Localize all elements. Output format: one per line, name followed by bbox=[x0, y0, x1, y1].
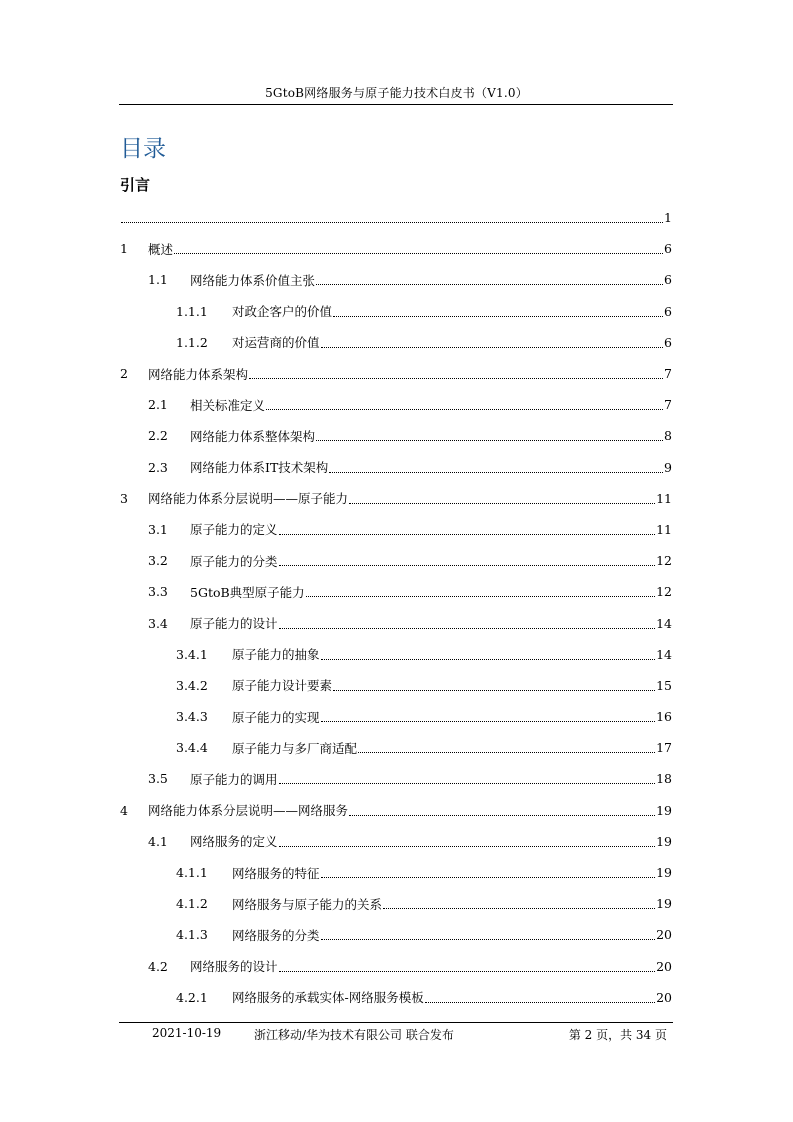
toc-entry[interactable] bbox=[120, 857, 672, 888]
toc-entry[interactable] bbox=[120, 327, 672, 358]
toc-entry[interactable] bbox=[120, 670, 672, 701]
footer-date: 2021-10-19 bbox=[152, 1026, 222, 1040]
footer-page-info: 第 2 页，共 34 页 bbox=[568, 1028, 667, 1042]
toc-dot-leader bbox=[349, 503, 655, 504]
toc-entry-number: 1.1.1 bbox=[176, 303, 208, 319]
toc-entry-title: 网络能力体系整体架构 bbox=[190, 428, 316, 444]
toc-entry[interactable] bbox=[120, 264, 672, 295]
toc-entry-title: 网络服务的特征 bbox=[232, 865, 320, 881]
toc-entry-page: 18 bbox=[656, 771, 672, 787]
toc-entry-number: 2.3 bbox=[148, 459, 168, 475]
toc-entry[interactable] bbox=[120, 888, 672, 919]
toc-entry-page: 1 bbox=[664, 210, 672, 226]
toc-dot-leader bbox=[321, 347, 664, 348]
toc-entry-number: 3.4.2 bbox=[176, 677, 208, 693]
toc-dot-leader bbox=[279, 846, 656, 847]
toc-entry-page: 6 bbox=[664, 272, 672, 288]
toc-entry-title: 对运营商的价值 bbox=[232, 335, 320, 351]
toc-dot-leader bbox=[349, 815, 655, 816]
toc-entry-title: 网络服务与原子能力的关系 bbox=[232, 896, 383, 912]
toc-dot-leader bbox=[329, 472, 663, 473]
toc-entry-page: 7 bbox=[664, 397, 672, 413]
toc-entry-number: 3.3 bbox=[148, 584, 168, 600]
toc-entry[interactable] bbox=[120, 982, 672, 1013]
toc-entry-number: 4.1.1 bbox=[176, 865, 208, 881]
toc-entry[interactable] bbox=[120, 452, 672, 483]
toc-entry-page: 19 bbox=[656, 865, 672, 881]
toc-dot-leader bbox=[316, 440, 663, 441]
toc-dot-leader bbox=[321, 939, 656, 940]
toc-entry[interactable] bbox=[120, 795, 672, 826]
toc-dot-leader bbox=[279, 534, 656, 535]
toc-entry-title: 网络服务的分类 bbox=[232, 927, 320, 943]
toc-entry-title: 原子能力的调用 bbox=[190, 771, 278, 787]
toc-entry-number: 2.1 bbox=[148, 397, 168, 413]
toc-dot-leader bbox=[333, 690, 655, 691]
toc-dot-leader bbox=[358, 752, 655, 753]
toc-entry[interactable] bbox=[120, 420, 672, 451]
toc-entry-page: 6 bbox=[664, 334, 672, 350]
toc-entry[interactable] bbox=[120, 358, 672, 389]
toc-entry-number: 3 bbox=[120, 490, 128, 506]
toc-entry-page: 11 bbox=[656, 490, 672, 506]
toc-entry-number: 4.2 bbox=[148, 958, 168, 974]
toc-dot-leader bbox=[279, 628, 656, 629]
toc-entry-page: 17 bbox=[656, 740, 672, 756]
toc-entry-page: 12 bbox=[656, 584, 672, 600]
toc-entry-page: 20 bbox=[656, 989, 672, 1005]
toc-entry-page: 6 bbox=[664, 303, 672, 319]
toc-dot-leader bbox=[279, 971, 656, 972]
toc-entry-number: 4.1.2 bbox=[176, 896, 208, 912]
toc-dot-leader bbox=[333, 316, 663, 317]
toc-entry-page: 9 bbox=[664, 459, 672, 475]
toc-entry-number: 1.1.2 bbox=[176, 334, 208, 350]
toc-entry[interactable] bbox=[120, 233, 672, 264]
toc-entry-page: 15 bbox=[656, 677, 672, 693]
toc-dot-leader bbox=[321, 721, 656, 722]
toc-entry-number: 3.4 bbox=[148, 615, 168, 631]
toc-entry-title: 网络能力体系架构 bbox=[148, 366, 249, 382]
toc-entry-title: 原子能力与多厂商适配 bbox=[232, 740, 358, 756]
toc-entry-number: 3.1 bbox=[148, 521, 168, 537]
toc-entry[interactable] bbox=[120, 296, 672, 327]
header-title: 5GtoB网络服务与原子能力技术白皮书（V1.0） bbox=[265, 86, 528, 100]
toc-entry-number: 4.1.3 bbox=[176, 927, 208, 943]
toc-entry[interactable] bbox=[120, 951, 672, 982]
toc-entry-number: 2 bbox=[120, 366, 128, 382]
toc-dot-leader bbox=[321, 877, 656, 878]
toc-entry[interactable] bbox=[120, 514, 672, 545]
toc-entry-page: 14 bbox=[656, 615, 672, 631]
toc-entry[interactable] bbox=[120, 483, 672, 514]
toc-entry-title: 网络能力体系分层说明——原子能力 bbox=[148, 491, 349, 507]
footer-divider bbox=[119, 1022, 673, 1023]
toc-entry-title: 原子能力的分类 bbox=[190, 553, 278, 569]
toc-entry-number: 3.4.1 bbox=[176, 646, 208, 662]
toc-entry-page: 8 bbox=[664, 428, 672, 444]
toc-entry-page: 16 bbox=[656, 709, 672, 725]
toc-entry-title: 相关标准定义 bbox=[190, 397, 266, 413]
toc-entry-page: 12 bbox=[656, 553, 672, 569]
toc-dot-leader bbox=[383, 908, 655, 909]
toc-dot-leader bbox=[306, 596, 655, 597]
toc-entry-page: 19 bbox=[656, 833, 672, 849]
toc-entry[interactable] bbox=[120, 639, 672, 670]
toc-heading: 目录 bbox=[120, 136, 166, 162]
toc-entry-title: 网络能力体系IT技术架构 bbox=[190, 460, 329, 476]
toc-entry[interactable] bbox=[120, 826, 672, 857]
toc-entry-number: 3.4.4 bbox=[176, 740, 208, 756]
toc-entry-number: 3.5 bbox=[148, 771, 168, 787]
toc-entry-page: 19 bbox=[656, 896, 672, 912]
toc-entry[interactable] bbox=[120, 576, 672, 607]
toc-entry-page: 20 bbox=[656, 958, 672, 974]
toc-entry-title: 网络服务的设计 bbox=[190, 959, 278, 975]
toc-entry-number: 1 bbox=[120, 241, 128, 257]
toc-entry-page: 11 bbox=[656, 521, 672, 537]
toc-entry-number: 3.2 bbox=[148, 553, 168, 569]
toc-entry[interactable] bbox=[120, 545, 672, 576]
toc-entry-page: 19 bbox=[656, 802, 672, 818]
toc-entry-number: 2.2 bbox=[148, 428, 168, 444]
toc-entry-title: 原子能力设计要素 bbox=[232, 678, 333, 694]
toc-entry-title: 原子能力的实现 bbox=[232, 709, 320, 725]
toc-dot-leader bbox=[279, 565, 656, 566]
toc-entry-title: 网络服务的承载实体-网络服务模板 bbox=[232, 990, 424, 1006]
toc-entry-number: 4 bbox=[120, 802, 128, 818]
toc-entry-title: 网络能力体系价值主张 bbox=[190, 272, 316, 288]
toc-dot-leader bbox=[174, 253, 663, 254]
toc-entry-title: 原子能力的设计 bbox=[190, 616, 278, 632]
toc-entry[interactable] bbox=[120, 919, 672, 950]
toc-dot-leader bbox=[425, 1002, 655, 1003]
toc-entry[interactable] bbox=[120, 732, 672, 763]
toc-entry-title: 对政企客户的价值 bbox=[232, 304, 333, 320]
toc-entry-page: 7 bbox=[664, 366, 672, 382]
toc-dot-leader bbox=[266, 409, 663, 410]
toc-entry-title: 概述 bbox=[148, 241, 174, 257]
toc-entry-number: 1.1 bbox=[148, 272, 168, 288]
toc-entry-number: 3.4.3 bbox=[176, 709, 208, 725]
header-divider bbox=[119, 104, 673, 105]
toc-dot-leader bbox=[321, 659, 656, 660]
toc-entry-title: 网络服务的定义 bbox=[190, 834, 278, 850]
toc-entry-title: 5GtoB典型原子能力 bbox=[190, 584, 305, 600]
toc-dot-leader bbox=[121, 222, 663, 223]
toc-entry-title: 原子能力的定义 bbox=[190, 522, 278, 538]
toc-entry-number: 4.1 bbox=[148, 833, 168, 849]
toc-entry-number: 4.2.1 bbox=[176, 989, 208, 1005]
toc-dot-leader bbox=[279, 783, 656, 784]
toc-entry[interactable] bbox=[120, 607, 672, 638]
toc-subheading: 引言 bbox=[120, 176, 151, 194]
toc-entry-page: 14 bbox=[656, 646, 672, 662]
toc-entry-title: 网络能力体系分层说明——网络服务 bbox=[148, 803, 349, 819]
toc-dot-leader bbox=[249, 378, 663, 379]
toc-entry[interactable] bbox=[120, 202, 672, 233]
footer-publisher: 浙江移动/华为技术有限公司 联合发布 bbox=[254, 1028, 454, 1042]
toc-entry-page: 20 bbox=[656, 927, 672, 943]
table-of-contents bbox=[120, 202, 672, 1013]
toc-entry-page: 6 bbox=[664, 241, 672, 257]
toc-entry[interactable] bbox=[120, 389, 672, 420]
toc-entry[interactable] bbox=[120, 701, 672, 732]
toc-entry[interactable] bbox=[120, 763, 672, 794]
toc-entry-title: 原子能力的抽象 bbox=[232, 647, 320, 663]
toc-dot-leader bbox=[316, 284, 663, 285]
